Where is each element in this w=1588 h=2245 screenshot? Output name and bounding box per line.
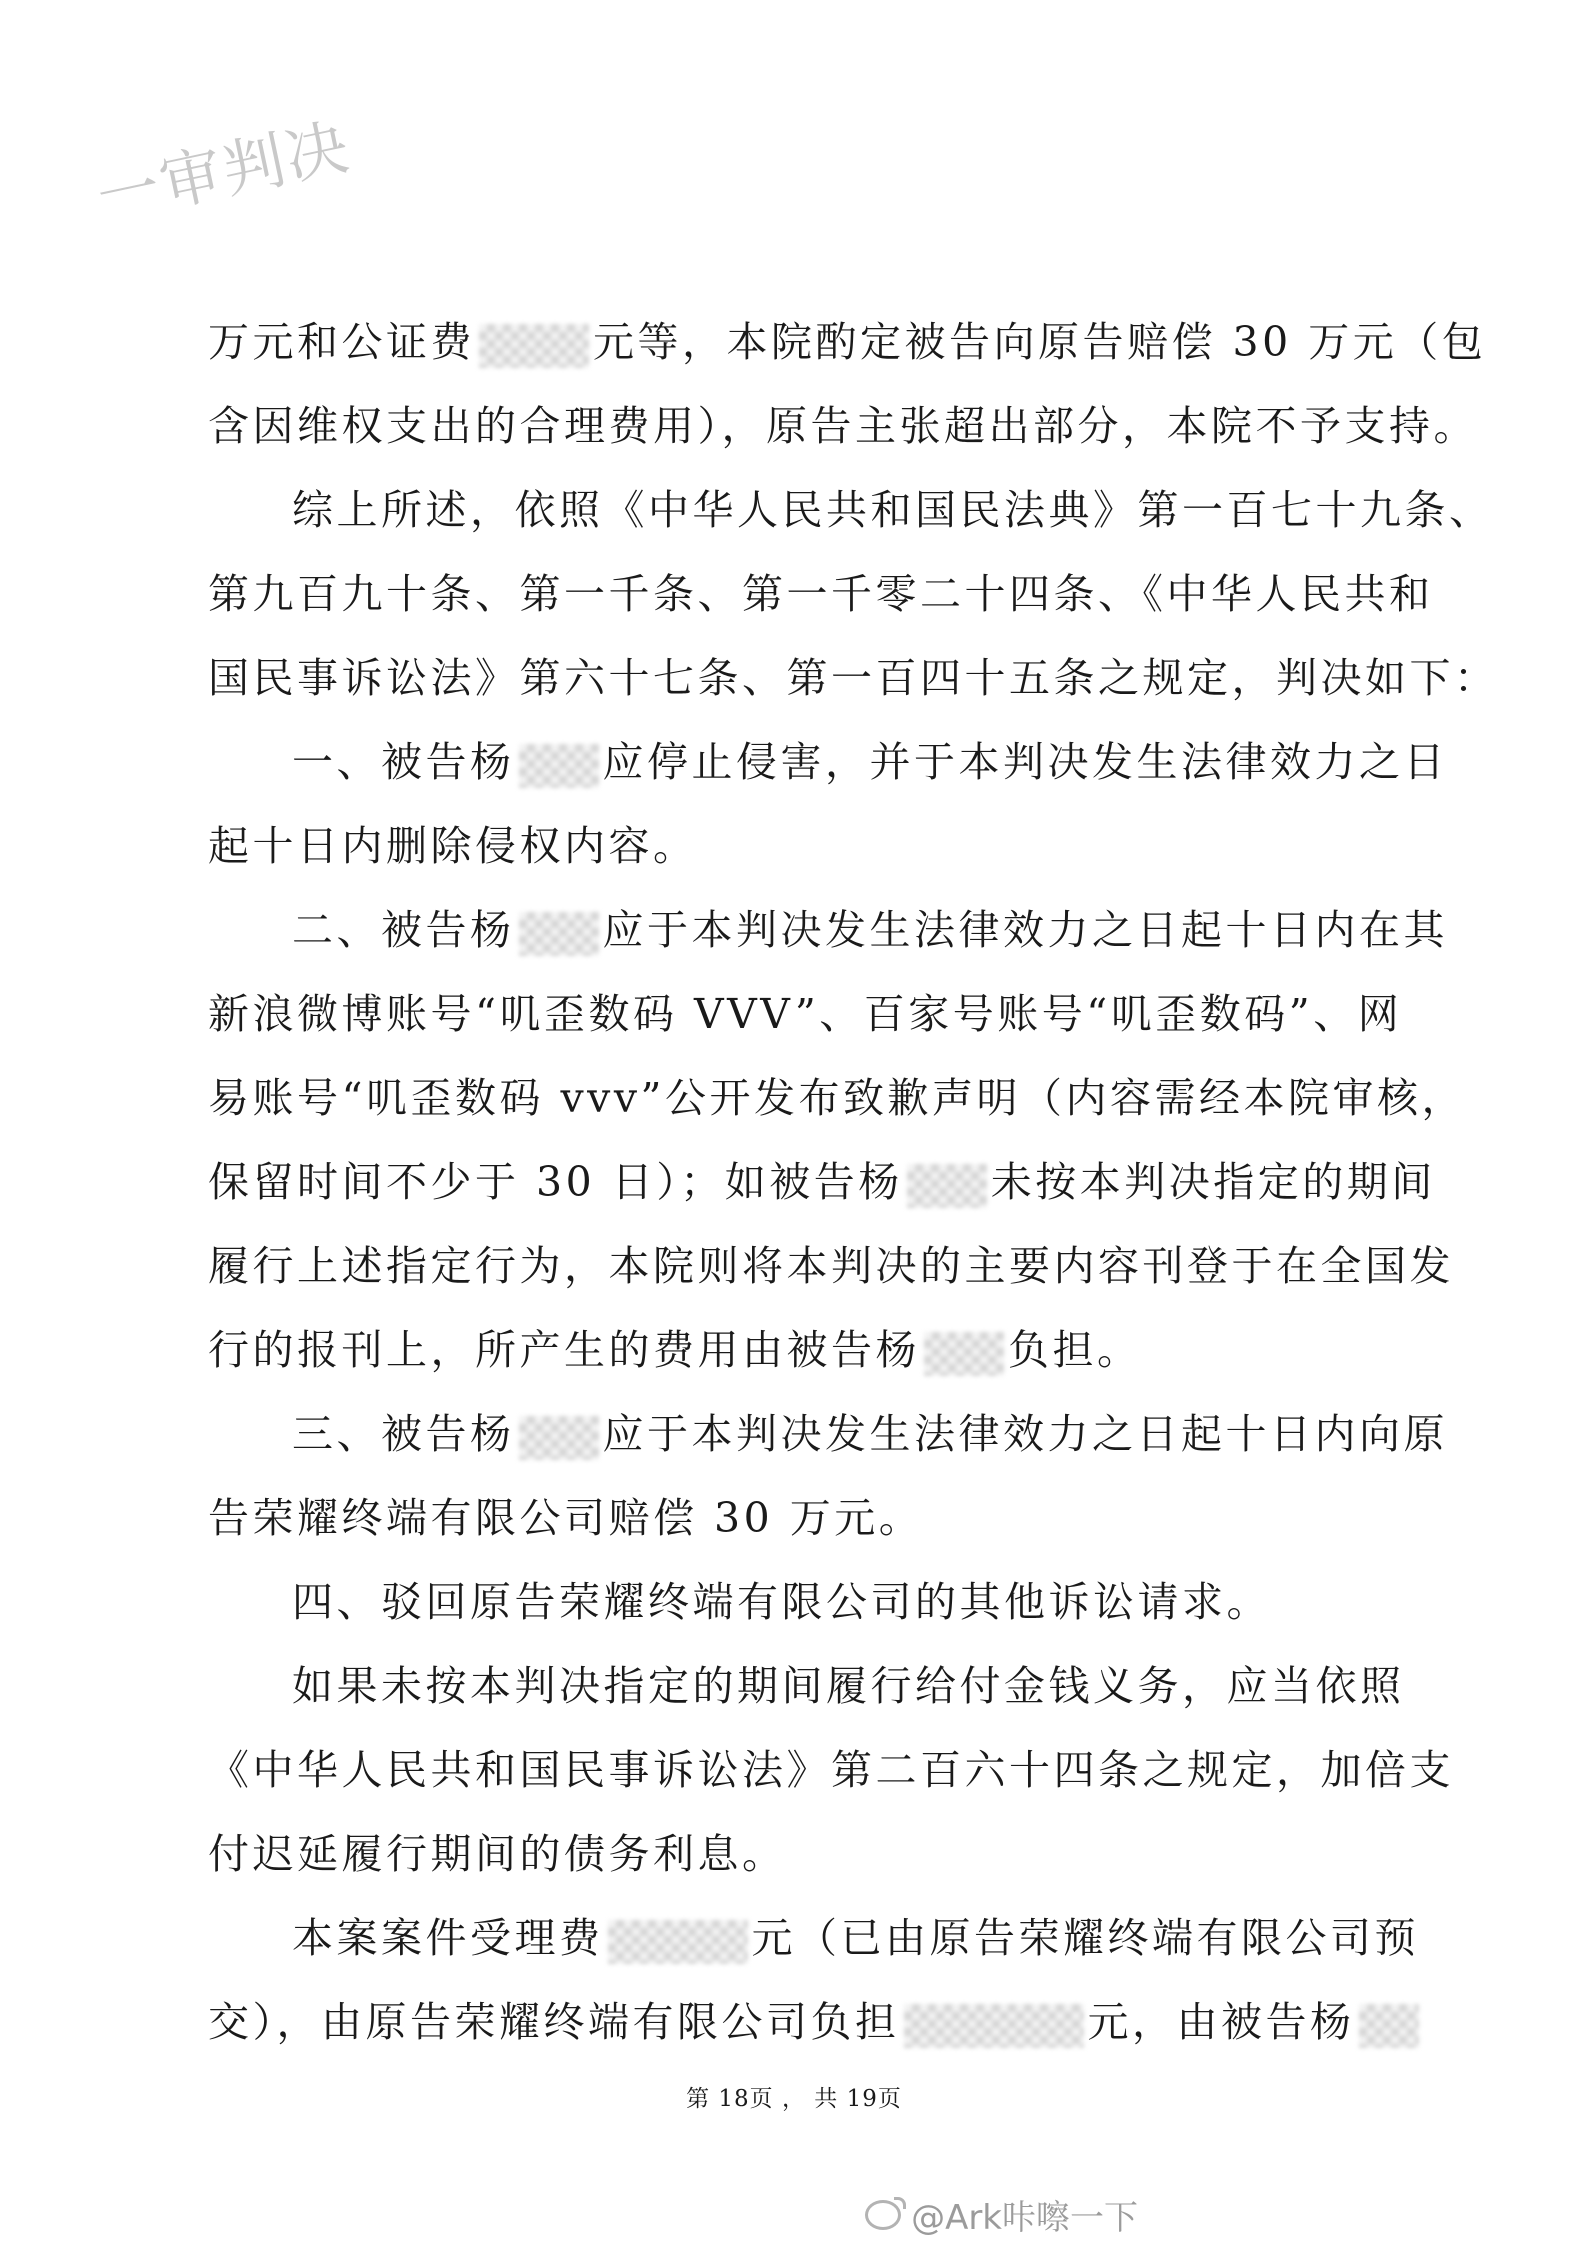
redacted-mask — [519, 1416, 599, 1460]
text-line — [208, 804, 1388, 888]
line-text: 第九百九十条、第一千条、第一千零二十四条、《中华人民共和 — [208, 570, 1434, 618]
line-text: 未按本判决指定的期间 — [990, 1158, 1436, 1206]
text-line — [208, 1224, 1454, 1308]
redacted-mask — [479, 324, 589, 368]
redacted-mask — [519, 744, 599, 788]
line-text: 应停止侵害，并于本判决发生法律效力之日 — [602, 738, 1448, 786]
line-text: 负担。 — [1008, 1326, 1142, 1374]
line-text: 交），由原告荣耀终端有限公司负担 — [208, 1998, 900, 2046]
line-text: 履行上述指定行为，本院则将本判决的主要内容刊登于在全国发 — [208, 1242, 1454, 1290]
line-text: 四、驳回原告荣耀终端有限公司的其他诉讼请求。 — [292, 1578, 1271, 1626]
text-line — [208, 636, 1499, 720]
redacted-mask — [907, 1164, 987, 1208]
line-text: 《中华人民共和国民事诉讼法》第二百六十四条之规定，加倍支 — [208, 1746, 1454, 1794]
line-text: 如果未按本判决指定的期间履行给付金钱义务，应当依照 — [292, 1662, 1405, 1710]
redacted-mask — [519, 912, 599, 956]
text-line — [208, 1308, 1388, 1392]
line-text: 保留时间不少于 30 日）；如被告杨 — [208, 1158, 903, 1206]
redacted-mask — [924, 1332, 1004, 1376]
line-text: 新浪微博账号“叽歪数码 VVV”、百家号账号“叽歪数码”、网 — [208, 990, 1403, 1038]
line-text: 万元和公证费 — [208, 318, 475, 366]
text-line — [208, 972, 1403, 1056]
text-line — [208, 1980, 1388, 2064]
weibo-icon — [865, 2200, 901, 2230]
line-text: 二、被告杨 — [292, 906, 515, 954]
text-line — [208, 384, 1478, 468]
stamp-text: 一审判决 — [90, 109, 357, 235]
watermark-text: @Ark咔嚓一下 — [911, 2198, 1138, 2238]
text-line — [208, 888, 1448, 972]
line-text: 应于本判决发生法律效力之日起十日内在其 — [602, 906, 1448, 954]
redacted-mask — [1359, 2004, 1419, 2048]
line-text: 付迟延履行期间的债务利息。 — [208, 1830, 787, 1878]
line-text: 综上所述，依照《中华人民共和国民法典》第一百七十九条、 — [292, 486, 1494, 534]
line-text: 三、被告杨 — [292, 1410, 515, 1458]
text-line — [208, 1728, 1454, 1812]
line-text: 起十日内删除侵权内容。 — [208, 822, 698, 870]
text-line — [208, 468, 1494, 552]
text-line — [208, 1560, 1388, 1644]
watermark — [865, 2190, 1138, 2239]
line-text: 本案案件受理费 — [292, 1914, 604, 1962]
text-line — [208, 1140, 1436, 1224]
text-line — [208, 1644, 1405, 1728]
text-line — [208, 720, 1448, 804]
line-text: 行的报刊上，所产生的费用由被告杨 — [208, 1326, 920, 1374]
line-text: 元（已由原告荣耀终端有限公司预 — [751, 1914, 1419, 1962]
text-line — [208, 552, 1434, 636]
line-text: 含因维权支出的合理费用），原告主张超出部分，本院不予支持。 — [208, 402, 1478, 450]
redacted-mask — [904, 2004, 1084, 2048]
document-body — [208, 300, 1499, 2064]
text-line — [208, 1476, 1388, 1560]
text-line — [208, 1056, 1466, 1140]
redacted-mask — [608, 1920, 748, 1964]
line-text: 元，由被告杨 — [1087, 1998, 1355, 2046]
line-text: 告荣耀终端有限公司赔偿 30 万元。 — [208, 1494, 924, 1542]
text-line — [208, 300, 1487, 384]
line-text: 应于本判决发生法律效力之日起十日内向原 — [602, 1410, 1448, 1458]
line-text: 国民事诉讼法》第六十七条、第一百四十五条之规定，判决如下： — [208, 654, 1499, 702]
line-text: 易账号“叽歪数码 vvv”公开发布致歉声明（内容需经本院审核， — [208, 1074, 1466, 1122]
text-line — [208, 1812, 1388, 1896]
line-text: 一、被告杨 — [292, 738, 515, 786]
text-line — [208, 1392, 1448, 1476]
page-footer: 第 18页 ， 共 19页 — [686, 2086, 902, 2112]
line-text: 元等，本院酌定被告向原告赔偿 30 万元（包 — [593, 318, 1487, 366]
text-line — [208, 1896, 1419, 1980]
